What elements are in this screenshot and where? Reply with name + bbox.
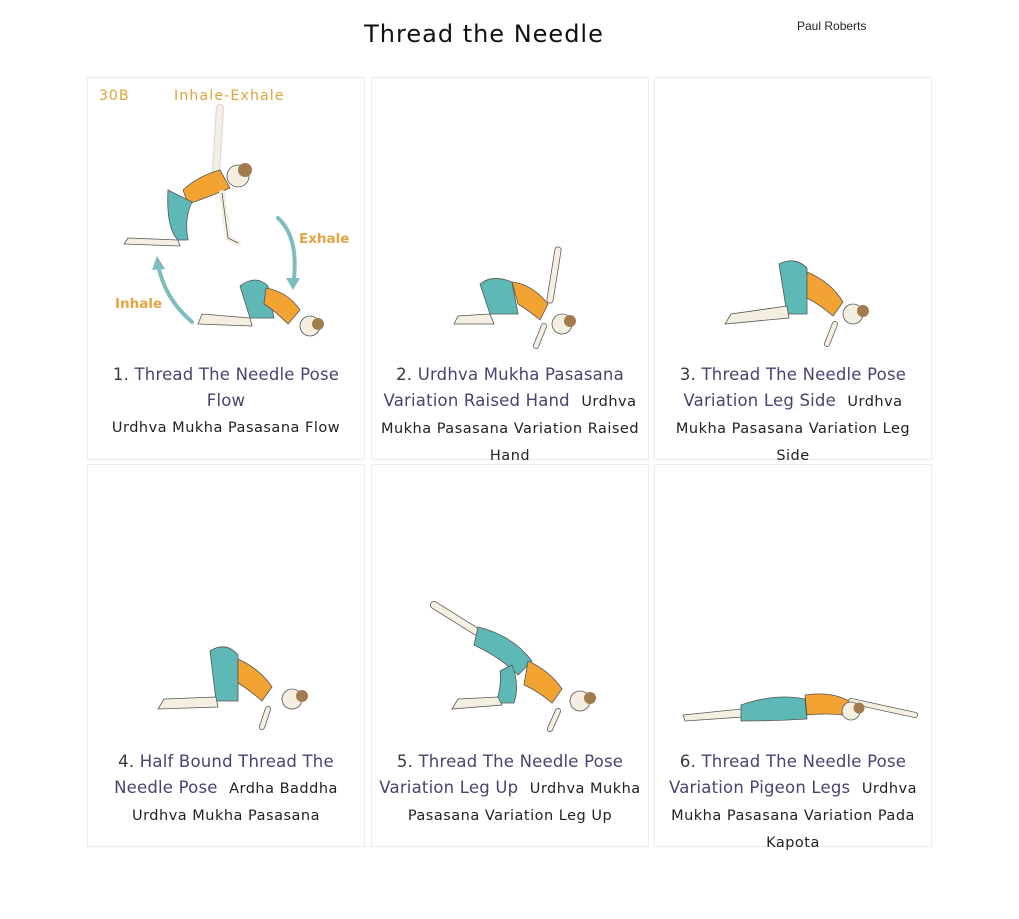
thread-the-needle-flow-icon (88, 78, 364, 358)
exhale-label: Exhale (299, 231, 350, 247)
pose-number: 6. (679, 752, 697, 771)
pose-card-2[interactable] (371, 77, 649, 464)
pose-name-link[interactable]: Thread The Needle Pose Variation Pigeon Legs (668, 752, 907, 797)
pose-card-3[interactable] (654, 77, 932, 464)
pose-number: 1. (112, 365, 130, 384)
pose-number: 2. (396, 365, 413, 384)
pose-caption (659, 362, 927, 469)
pose-card-6[interactable] (654, 464, 932, 851)
pose-name-link[interactable]: Urdhva Mukha Pasasana Variation Raised Hand (383, 365, 624, 410)
author-name: Paul Roberts (797, 19, 867, 33)
leg-up-pose-icon (372, 465, 648, 745)
pose-number: 5. (396, 752, 414, 771)
pose-card-5[interactable] (371, 464, 649, 847)
pose-caption (92, 749, 360, 829)
pose-name-link[interactable]: Thread The Needle Pose Variation Leg Side (683, 365, 907, 410)
pose-sanskrit: Urdhva Mukha Pasasana Variation Leg Up (407, 781, 641, 824)
pose-number: 4. (118, 752, 135, 771)
pigeon-legs-pose-icon (655, 465, 931, 745)
pose-name-link[interactable]: Thread The Needle Pose Flow (134, 365, 340, 410)
flow-code: 30B (99, 88, 130, 104)
pose-sanskrit: Urdhva Mukha Pasasana Flow (111, 420, 341, 436)
pose-name-link[interactable]: Half Bound Thread The Needle Pose (114, 752, 334, 797)
pose-number: 3. (679, 365, 697, 384)
breath-label: Inhale-Exhale (174, 88, 285, 104)
leg-side-pose-icon (655, 78, 931, 358)
pose-sanskrit: Ardha Baddha Urdhva Mukha Pasasana (131, 781, 338, 824)
pose-caption (659, 749, 927, 856)
raised-hand-pose-icon (372, 78, 648, 358)
pose-name-link[interactable]: Thread The Needle Pose Variation Leg Up (379, 752, 624, 797)
pose-sanskrit: Urdhva Mukha Pasasana Variation Pada Kapota (671, 781, 917, 851)
pose-sanskrit: Urdhva Mukha Pasasana Variation Leg Side (675, 394, 911, 464)
half-bound-pose-icon (88, 465, 364, 745)
inhale-label: Inhale (115, 296, 163, 312)
pose-caption (92, 362, 360, 441)
pose-card-4[interactable] (87, 464, 365, 847)
pose-card-1[interactable] (87, 77, 365, 460)
pose-sanskrit: Urdhva Mukha Pasasana Variation Raised Hand (380, 394, 640, 464)
page-title: Thread the Needle (364, 20, 604, 48)
pose-caption (376, 362, 644, 469)
pose-caption (376, 749, 644, 829)
